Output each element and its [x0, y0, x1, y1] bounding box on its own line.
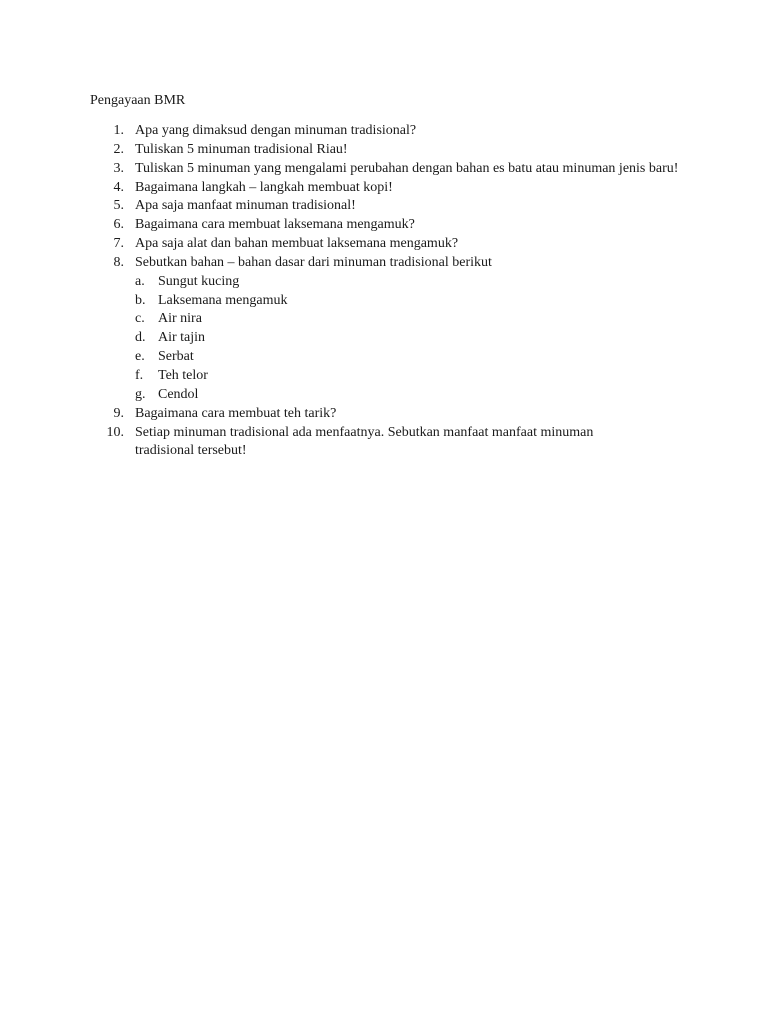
sub-item [0, 292, 768, 311]
question-number: 6. [113, 217, 124, 233]
sub-item-letter: f. [135, 367, 144, 383]
question-item [0, 405, 768, 424]
question-item [0, 160, 768, 179]
question-item [0, 197, 768, 216]
sub-item-letter: g. [135, 386, 146, 402]
sub-item-letter: a. [135, 273, 145, 289]
sub-item-text: Teh telor [158, 367, 208, 383]
sub-item-text: Cendol [158, 386, 199, 402]
sub-item-text: Air nira [158, 311, 202, 327]
sub-item-letter: b. [135, 292, 146, 308]
question-text: Sebutkan bahan – bahan dasar dari minuman tradisional berikut [135, 254, 492, 270]
question-number: 1. [113, 123, 124, 138]
question-text: Setiap minuman tradisional ada menfaatnya. Sebutkan manfaat manfaat minuman tradisional tersebut! [135, 424, 594, 459]
sub-item-text: Serbat [158, 349, 194, 365]
question-number: 10. [106, 424, 124, 440]
question-number: 2. [113, 141, 124, 157]
sub-item [0, 310, 768, 329]
sub-item-letter: e. [135, 349, 145, 365]
question-item [0, 179, 768, 198]
sub-item-list [0, 273, 768, 405]
question-text: Bagaimana langkah – langkah membuat kopi! [135, 179, 393, 195]
question-text: Apa saja alat dan bahan membuat laksemana mengamuk? [135, 236, 459, 252]
question-text: Apa saja manfaat minuman tradisional! [135, 198, 356, 214]
question-number: 4. [113, 179, 124, 195]
question-number: 3. [113, 160, 124, 176]
question-text: Tuliskan 5 minuman tradisional Riau! [135, 141, 348, 157]
question-list [0, 122, 768, 461]
question-item [0, 216, 768, 235]
question-text: Tuliskan 5 minuman yang mengalami perubahan dengan bahan es batu atau minuman jenis baru! [135, 160, 679, 176]
question-text: Bagaimana cara membuat laksemana mengamuk? [135, 217, 415, 233]
question-item [0, 122, 768, 141]
sub-item [0, 273, 768, 292]
sub-item-letter: d. [135, 330, 146, 346]
sub-item [0, 348, 768, 367]
sub-item-text: Sungut kucing [158, 273, 240, 289]
sub-item-text: Air tajin [158, 330, 206, 346]
sub-item-text: Laksemana mengamuk [158, 292, 288, 308]
sub-item [0, 329, 768, 348]
question-item [0, 424, 768, 462]
sub-item-letter: c. [135, 311, 145, 327]
question-text: Bagaimana cara membuat teh tarik? [135, 405, 337, 421]
sub-item [0, 386, 768, 405]
question-number: 9. [113, 405, 124, 421]
question-number: 8. [113, 254, 124, 270]
question-item [0, 235, 768, 254]
question-number: 5. [113, 198, 124, 214]
sub-item [0, 367, 768, 386]
question-number: 7. [113, 236, 124, 252]
question-item [0, 141, 768, 160]
document-title: Pengayaan BMR [90, 93, 186, 108]
question-text: Apa yang dimaksud dengan minuman tradisional? [135, 123, 417, 138]
question-item [0, 254, 768, 405]
